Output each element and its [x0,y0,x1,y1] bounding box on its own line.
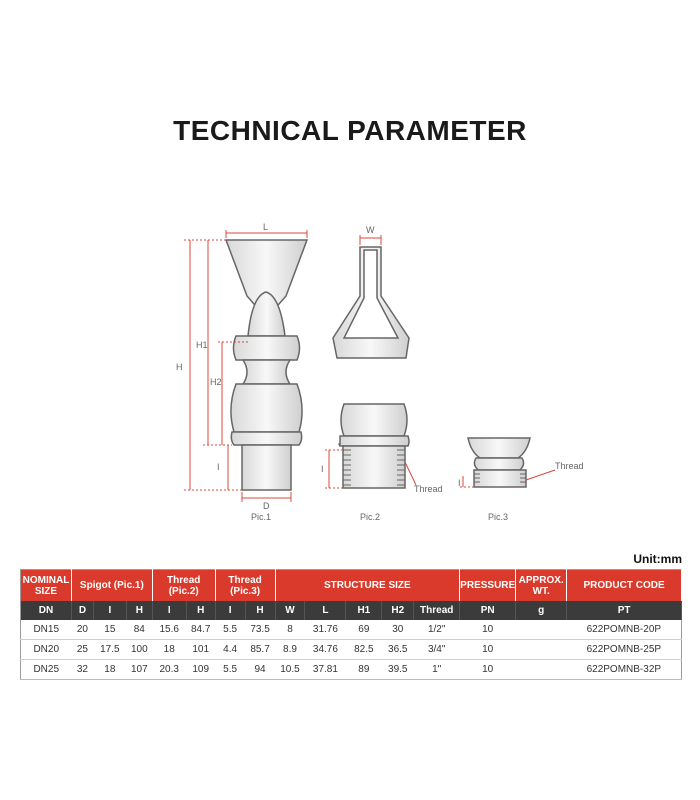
table-cell: 1/2" [414,620,460,640]
table-cell: 100 [126,640,152,660]
table-cell: DN25 [21,660,72,680]
subheader-l: L [305,601,346,620]
header-thread-pic2: Thread (Pic.2) [152,570,215,602]
caption-pic2: Pic.2 [360,512,381,522]
header-pressure: PRESSURE [460,570,516,602]
table-cell [516,660,567,680]
table-cell: 25 [71,640,93,660]
table-cell: 107 [126,660,152,680]
thread-label-pic2: Thread [414,484,443,494]
dim-label-H2: H2 [210,377,222,387]
nozzle-pic2-side [333,247,409,358]
table-cell: DN20 [21,640,72,660]
dim-label-D: D [263,501,270,511]
table-cell: 20 [71,620,93,640]
table-cell: 15 [93,620,126,640]
table-cell: 101 [186,640,215,660]
subheader-thread3-h: H [245,601,275,620]
caption-pic1: Pic.1 [251,512,272,522]
subheader-thread3-i: I [215,601,245,620]
table-cell: 3/4" [414,640,460,660]
table-cell: 622POMNB-25P [567,640,682,660]
subheader-pt: PT [567,601,682,620]
subheader-d: D [71,601,93,620]
technical-drawing [0,200,700,530]
table-cell: 15.6 [152,620,186,640]
header-product-code: PRODUCT CODE [567,570,682,602]
table-cell: 4.4 [215,640,245,660]
table-cell: 5.5 [215,620,245,640]
table-row [21,640,682,660]
subheader-thread2-h: H [186,601,215,620]
table-cell: 89 [346,660,382,680]
table-row [21,660,682,680]
table-cell: 32 [71,660,93,680]
table-cell: 73.5 [245,620,275,640]
table-cell: 30 [382,620,414,640]
table-cell: 10 [460,660,516,680]
dim-label-H: H [176,362,183,372]
table-cell: 34.76 [305,640,346,660]
parameter-table [20,569,682,680]
header-structure-size: STRUCTURE SIZE [275,570,460,602]
subheader-h1: H1 [346,601,382,620]
table-cell: 36.5 [382,640,414,660]
table-cell: DN15 [21,620,72,640]
table-cell: 85.7 [245,640,275,660]
table-cell: 8.9 [275,640,305,660]
dim-label-I-pic1: I [217,462,220,472]
table-cell: 622POMNB-32P [567,660,682,680]
subheader-spigot-i: I [93,601,126,620]
table-cell: 37.81 [305,660,346,680]
table-row [21,620,682,640]
caption-pic3: Pic.3 [488,512,509,522]
subheader-pn: PN [460,601,516,620]
table-cell: 10.5 [275,660,305,680]
subheader-thread: Thread [414,601,460,620]
dim-label-I-pic2: I [321,464,324,474]
table-cell: 69 [346,620,382,640]
table-cell: 84 [126,620,152,640]
table-cell: 5.5 [215,660,245,680]
subheader-g: g [516,601,567,620]
nozzle-pic3 [468,438,530,487]
table-cell: 31.76 [305,620,346,640]
table-cell: 17.5 [93,640,126,660]
table-cell: 94 [245,660,275,680]
thread-label-pic3: Thread [555,461,584,471]
table-cell: 39.5 [382,660,414,680]
header-nominal-size: NOMINAL SIZE [21,570,72,602]
nozzle-pic1 [226,240,307,490]
unit-label: Unit:mm [633,552,682,566]
table-cell: 8 [275,620,305,640]
table-group-header-row [21,570,682,602]
table-cell: 18 [152,640,186,660]
table-cell: 18 [93,660,126,680]
header-thread-pic3: Thread (Pic.3) [215,570,275,602]
subheader-spigot-h: H [126,601,152,620]
page-title: TECHNICAL PARAMETER [173,115,527,146]
dim-label-L: L [263,222,269,232]
subheader-thread2-i: I [152,601,186,620]
table-cell: 1" [414,660,460,680]
table-cell: 84.7 [186,620,215,640]
dim-label-H1: H1 [196,340,208,350]
table-cell: 10 [460,620,516,640]
subheader-w: W [275,601,305,620]
dim-label-I-pic3: I [458,478,461,488]
table-cell [516,640,567,660]
subheader-dn: DN [21,601,72,620]
table-cell [516,620,567,640]
table-cell: 10 [460,640,516,660]
table-cell: 82.5 [346,640,382,660]
table-cell: 20.3 [152,660,186,680]
subheader-h2: H2 [382,601,414,620]
table-sub-header-row [21,601,682,620]
header-approx-wt: APPROX. WT. [516,570,567,602]
table-cell: 622POMNB-20P [567,620,682,640]
header-spigot: Spigot (Pic.1) [71,570,152,602]
table-cell: 109 [186,660,215,680]
dim-label-W: W [366,225,375,235]
